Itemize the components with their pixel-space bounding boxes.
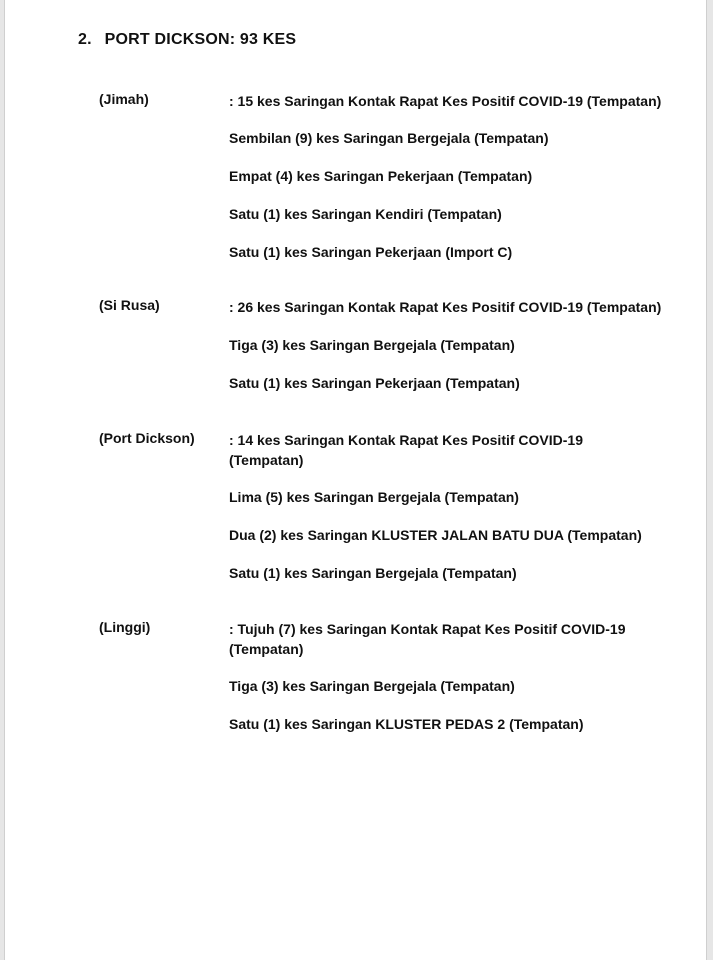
document-page: [4, 0, 707, 960]
case-entry-continuation: (Tempatan): [229, 641, 304, 657]
case-entry: : 15 kes Saringan Kontak Rapat Kes Positif COVID-19 (Tempatan): [229, 93, 662, 109]
location-label: (Si Rusa): [99, 297, 160, 313]
heading-number: 2.: [78, 31, 92, 48]
case-entry: : Tujuh (7) kes Saringan Kontak Rapat Kes Positif COVID-19: [229, 621, 626, 637]
case-entry-continuation: (Tempatan): [229, 452, 304, 468]
section-heading: [78, 31, 296, 49]
location-label: (Jimah): [99, 91, 149, 107]
case-entry: Satu (1) kes Saringan Kendiri (Tempatan): [229, 206, 502, 222]
case-entry: Satu (1) kes Saringan Pekerjaan (Tempatan): [229, 375, 520, 391]
case-entry: Dua (2) kes Saringan KLUSTER JALAN BATU DUA (Tempatan): [229, 527, 642, 543]
case-entry: Tiga (3) kes Saringan Bergejala (Tempatan): [229, 337, 515, 353]
case-entry: Lima (5) kes Saringan Bergejala (Tempatan): [229, 489, 519, 505]
heading-title: PORT DICKSON: 93 KES: [104, 31, 297, 48]
case-entry: : 26 kes Saringan Kontak Rapat Kes Positif COVID-19 (Tempatan): [229, 299, 662, 315]
case-entry: Satu (1) kes Saringan KLUSTER PEDAS 2 (Tempatan): [229, 716, 584, 732]
case-entry: Satu (1) kes Saringan Bergejala (Tempatan): [229, 565, 517, 581]
case-entry: Satu (1) kes Saringan Pekerjaan (Import C): [229, 244, 513, 260]
case-entry: : 14 kes Saringan Kontak Rapat Kes Positif COVID-19: [229, 432, 583, 448]
case-entry: Tiga (3) kes Saringan Bergejala (Tempatan): [229, 678, 515, 694]
location-label: (Linggi): [99, 619, 151, 635]
location-label: (Port Dickson): [99, 430, 195, 446]
case-entry: Sembilan (9) kes Saringan Bergejala (Tempatan): [229, 130, 549, 146]
case-entry: Empat (4) kes Saringan Pekerjaan (Tempatan): [229, 168, 533, 184]
